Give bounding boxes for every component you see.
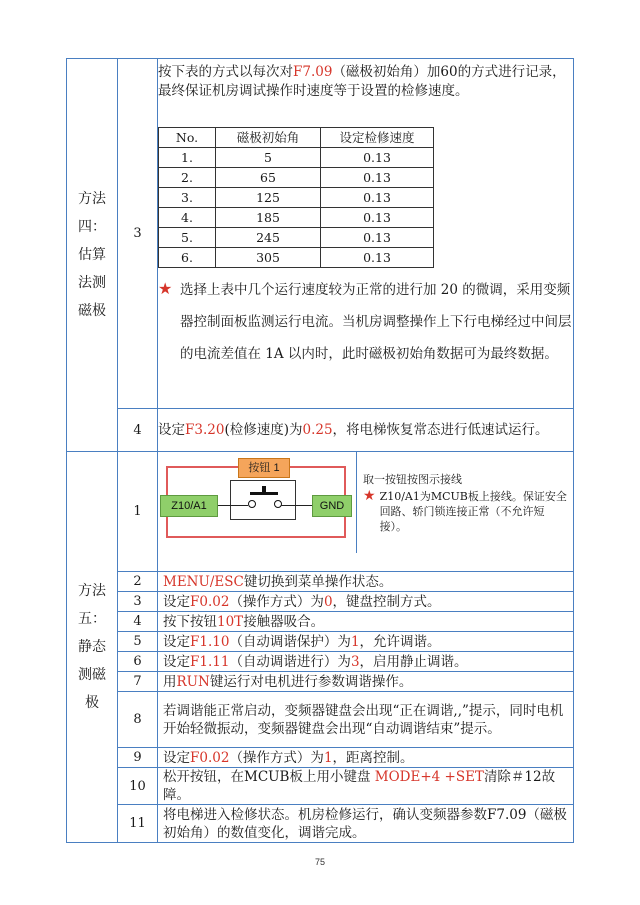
step-number [118, 409, 158, 452]
table-row [159, 148, 434, 168]
step-number [118, 672, 158, 692]
table-row [159, 208, 434, 228]
table-cell: 305 [216, 248, 321, 268]
param-code: 10T [217, 613, 244, 630]
procedure-table [66, 58, 574, 843]
method-title-line: 法测 [78, 275, 106, 291]
step-row [67, 452, 574, 572]
method-title-line: 磁极 [78, 303, 106, 319]
text: 设定 [163, 653, 190, 670]
method-title-line: 估算 [78, 247, 106, 263]
step-number [118, 805, 158, 843]
terminal-z10-a1: Z10/A1 [160, 495, 218, 517]
table-header: No. [159, 128, 216, 148]
text: 设定 [163, 749, 190, 766]
warning-note [158, 274, 573, 370]
method-title-line: 四： [78, 219, 106, 235]
step-number-text: 11 [129, 816, 146, 831]
step-number [118, 59, 158, 409]
text: 将电梯进入检修状态。机房检修运行，确认变频器参数F7.09（磁极初始角）的数值变化，调谐完成。 [163, 806, 567, 841]
text: （操作方式）为 [229, 749, 324, 766]
step-intro [158, 63, 573, 101]
table-cell: 245 [216, 228, 321, 248]
button-label-box: 按钮 1 [238, 458, 290, 478]
text: （自动调谐保护）为 [229, 633, 351, 650]
table-row [159, 248, 434, 268]
step-number-text: 1 [133, 504, 142, 519]
table-cell: 3. [159, 188, 216, 208]
step-row [67, 748, 574, 768]
table-cell: 125 [216, 188, 321, 208]
param-code: F3.20 [185, 421, 225, 438]
step-number [118, 652, 158, 672]
text: 接触器吸合。 [243, 613, 325, 630]
method-title-line: 方法 [78, 583, 106, 599]
step-number [118, 632, 158, 652]
step-number [118, 612, 158, 632]
table-cell: 65 [216, 168, 321, 188]
step-content [158, 652, 574, 672]
step-number-text: 5 [133, 634, 142, 649]
text: 若调谐能正常启动，变频器键盘会出现“正在调谐,,”提示，同时电机开始轻微振动，变频器键盘会出现“自动调谐结束”提示。 [163, 702, 564, 737]
step-number [118, 692, 158, 748]
step-number-text: 6 [133, 654, 142, 669]
wiring-diagram [158, 452, 357, 553]
wiring-section [158, 452, 573, 553]
table-cell: 0.13 [321, 208, 434, 228]
table-row [159, 188, 434, 208]
step-content [158, 632, 574, 652]
push-button-stem [262, 486, 266, 493]
table-cell: 4. [159, 208, 216, 228]
text: ，将电梯恢复常态进行低速试运行。 [332, 421, 549, 438]
text: 按下按钮 [163, 613, 217, 630]
text: ，距离控制。 [332, 749, 414, 766]
wiring-note [363, 489, 569, 534]
step-content [158, 692, 574, 748]
step-number-text: 8 [133, 712, 142, 727]
step-row [67, 768, 574, 805]
terminal-gnd: GND [312, 495, 352, 517]
note-text: Z10/A1为MCUB板上接线。保证安全回路、轿门锁连接正常（不允许短接）。 [379, 490, 567, 533]
text: 设定 [163, 633, 190, 650]
param-code: MENU/ESC [163, 573, 244, 590]
text: （操作方式）为 [229, 593, 324, 610]
param-value: 0.25 [302, 421, 333, 438]
step-number [118, 592, 158, 612]
step-number-text: 9 [133, 750, 142, 765]
step-number-text: 3 [133, 226, 142, 241]
text: ，允许调谐。 [359, 633, 441, 650]
step-content [158, 672, 574, 692]
method-title-line: 五： [78, 611, 106, 627]
param-code: F0.02 [190, 593, 230, 610]
method-title-line: 极 [85, 695, 99, 711]
param-code: F1.11 [190, 653, 230, 670]
instruction-text: 取一按钮按图示接线 [363, 473, 462, 486]
star-icon: ★ [363, 488, 376, 504]
step-row [67, 805, 574, 843]
table-header-row [159, 128, 434, 148]
table-cell: 0.13 [321, 248, 434, 268]
table-cell: 0.13 [321, 168, 434, 188]
table-cell: 0.13 [321, 148, 434, 168]
page-number: 75 [314, 857, 325, 867]
step-number [118, 768, 158, 805]
step-number-text: 7 [133, 674, 142, 689]
wiring-instructions [357, 452, 573, 553]
table-row [159, 168, 434, 188]
step-number [118, 452, 158, 572]
text: 键切换到菜单操作状态。 [243, 573, 393, 590]
table-cell: 0.13 [321, 228, 434, 248]
text: 设定 [163, 593, 190, 610]
step-row [67, 572, 574, 592]
text: 松开按钮，在MCUB板上用小键盘 [163, 769, 375, 785]
step-content [158, 612, 574, 632]
step-number-text: 3 [133, 594, 142, 609]
intro-text: 按下表的方式以每次对 [158, 64, 293, 80]
contact-icon [248, 500, 256, 508]
step-content [158, 592, 574, 612]
text: 用 [163, 673, 177, 690]
step-content [158, 768, 574, 805]
step-content [158, 59, 574, 409]
step-row [67, 652, 574, 672]
table-cell: 2. [159, 168, 216, 188]
table-cell: 1. [159, 148, 216, 168]
step-row [67, 632, 574, 652]
param-code: RUN [176, 673, 210, 690]
table-header: 磁极初始角 [216, 128, 321, 148]
step-content [158, 409, 574, 452]
wire [281, 505, 313, 506]
param-code: 0 [323, 593, 333, 610]
text: (检修速度)为 [224, 421, 303, 438]
wire [216, 505, 248, 506]
step-number-text: 2 [133, 574, 142, 589]
step-row [67, 409, 574, 452]
contact-icon [274, 500, 282, 508]
table-cell: 185 [216, 208, 321, 228]
param-code: F7.09 [293, 64, 333, 80]
method-four-title [67, 59, 118, 452]
step-row [67, 672, 574, 692]
step-content [158, 748, 574, 768]
method-title-line: 静态 [78, 639, 106, 655]
table-row [159, 228, 434, 248]
table-cell: 0.13 [321, 188, 434, 208]
table-header: 设定检修速度 [321, 128, 434, 148]
param-code: 1 [323, 749, 333, 766]
angle-table [158, 127, 434, 268]
step-number [118, 572, 158, 592]
step-row [67, 592, 574, 612]
text: 设定 [158, 421, 185, 438]
param-code: F0.02 [190, 749, 230, 766]
text: ，键盘控制方式。 [332, 593, 441, 610]
intro-text: （磁极初始角）加60的方式进行记录，最终保证机房调试操作时速度等于设置的检修速度。 [158, 64, 566, 99]
param-code: 1 [350, 633, 360, 650]
table-cell: 5. [159, 228, 216, 248]
step-row [67, 692, 574, 748]
note-text: 选择上表中几个运行速度较为正常的进行加 20 的微调，采用变频器控制面板监测运行电流。当机房调整操作上下行电梯经过中间层的电流差值在 1A 以内时，此时磁极初始角数据可为最终数据。 [180, 282, 572, 362]
step-row [67, 612, 574, 632]
star-icon: ★ [158, 279, 173, 298]
method-title-line: 方法 [78, 191, 106, 207]
step-content [158, 452, 574, 572]
param-code: 3 [350, 653, 360, 670]
step-number-text: 4 [133, 614, 142, 629]
step-content [158, 572, 574, 592]
text: 清除＃12故障。 [163, 769, 556, 803]
step-row [67, 59, 574, 409]
step-number-text: 4 [133, 422, 142, 438]
param-code: F1.10 [190, 633, 230, 650]
method-title-line: 测磁 [78, 667, 106, 683]
step-number [118, 748, 158, 768]
text: （自动调谐进行）为 [229, 653, 351, 670]
method-five-title [67, 452, 118, 843]
step-number-text: 10 [129, 778, 146, 794]
text: 键运行对电机进行参数调谐操作。 [209, 673, 413, 690]
table-cell: 6. [159, 248, 216, 268]
text: ，启用静止调谐。 [359, 653, 468, 670]
table-cell: 5 [216, 148, 321, 168]
param-code: MODE+4 +SET [374, 769, 484, 785]
step-content [158, 805, 574, 843]
